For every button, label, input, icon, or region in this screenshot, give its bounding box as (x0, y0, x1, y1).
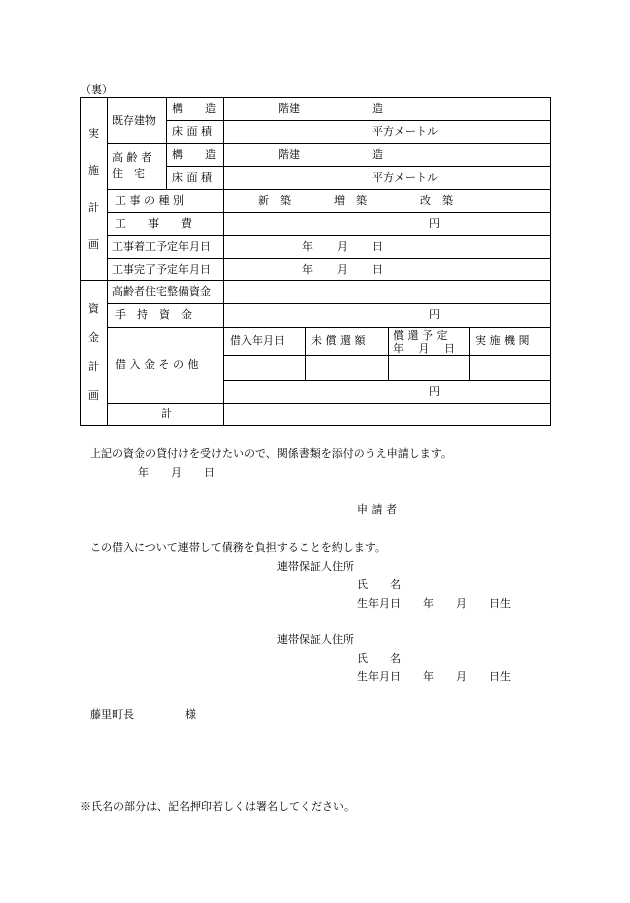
row-divider (223, 380, 551, 381)
institution-header: 実 施 機 関 (475, 334, 530, 347)
row-divider (223, 355, 551, 356)
loans-other-label: 借 入 金 そ の 他 (115, 358, 199, 371)
repay-plan-header: 償 還 予 定 年 月 日 (393, 329, 455, 355)
unpaid-header: 未 償 還 額 (311, 334, 366, 347)
col-divider (305, 327, 306, 380)
elderly-fund-label: 高齢者住宅整備資金 (112, 285, 211, 298)
floor-area-label: 床 面 積 (172, 171, 212, 184)
addressee: 藤里町長 (90, 708, 134, 721)
end-date-label: 工事完了予定年月日 (112, 263, 211, 276)
year-unit: 年 (302, 263, 313, 276)
col-divider (388, 327, 389, 380)
month-unit: 月 (337, 240, 348, 253)
structure-label: 構 造 (172, 102, 216, 115)
guarantor-address-2: 連帯保証人住所 (277, 633, 354, 646)
honorific: 様 (185, 708, 196, 721)
row-divider (107, 189, 551, 190)
elderly-housing-label: 高 齢 者 住 宅 (112, 151, 152, 180)
day-unit: 日 (372, 240, 383, 253)
col-divider (223, 97, 224, 426)
own-funds-label: 手 持 資 金 (115, 308, 192, 321)
row-divider (107, 258, 551, 259)
row-divider (166, 166, 551, 167)
borrow-date-header: 借入年月日 (230, 334, 285, 347)
stories-label: 階建 (278, 102, 300, 115)
funding-plan-label: 資 金 計 画 (88, 302, 99, 402)
guarantor-name-2: 氏 名 (357, 652, 401, 665)
row-divider (166, 120, 551, 121)
col-divider (469, 327, 470, 380)
construction-label: 造 (372, 102, 383, 115)
work-type-new: 新 築 (258, 194, 291, 207)
row-divider (107, 212, 551, 213)
guarantor-address-1: 連帯保証人住所 (277, 560, 354, 573)
row-divider (80, 280, 551, 281)
day-unit: 日 (372, 263, 383, 276)
row-divider (107, 235, 551, 236)
total-label: 計 (161, 407, 172, 420)
signature-note: ※氏名の部分は、記名押印若しくは署名してください。 (80, 800, 355, 813)
row-divider (107, 327, 551, 328)
row-divider (107, 403, 551, 404)
month-unit: 月 (337, 263, 348, 276)
implementation-plan-label: 実 施 計 画 (88, 127, 99, 251)
guarantor-dob-2: 生年月日 年 月 日生 (357, 670, 511, 683)
work-type-extension: 増 築 (334, 194, 367, 207)
row-divider (107, 143, 551, 144)
page-label: （裏） (80, 83, 113, 96)
construction-label: 造 (372, 148, 383, 161)
guarantor-dob-1: 生年月日 年 月 日生 (357, 597, 511, 610)
floor-area-label: 床 面 積 (172, 125, 212, 138)
sqm-unit: 平方メートル (372, 171, 438, 184)
table-border (80, 97, 551, 426)
work-type-label: 工 事 の 種 別 (115, 194, 184, 207)
declaration-text: 上記の資金の貸付けを受けたいので、関係書類を添付のうえ申請します。 (90, 447, 452, 460)
existing-building-label: 既存建物 (112, 114, 156, 127)
row-divider (107, 303, 551, 304)
application-date: 年 月 日 (138, 466, 215, 479)
start-date-label: 工事着工予定年月日 (112, 240, 211, 253)
stories-label: 階建 (278, 148, 300, 161)
applicant-label: 申 請 者 (357, 503, 397, 516)
col-divider (107, 97, 108, 426)
work-cost-label: 工 事 費 (115, 217, 192, 230)
year-unit: 年 (302, 240, 313, 253)
sqm-unit: 平方メートル (372, 125, 438, 138)
yen-unit: 円 (429, 217, 440, 230)
guarantee-statement: この借入について連帯して債務を負担することを約します。 (90, 541, 386, 554)
structure-label: 構 造 (172, 148, 216, 161)
yen-unit: 円 (429, 308, 440, 321)
yen-unit: 円 (429, 385, 440, 398)
guarantor-name-1: 氏 名 (357, 578, 401, 591)
work-type-renovation: 改 築 (420, 194, 453, 207)
